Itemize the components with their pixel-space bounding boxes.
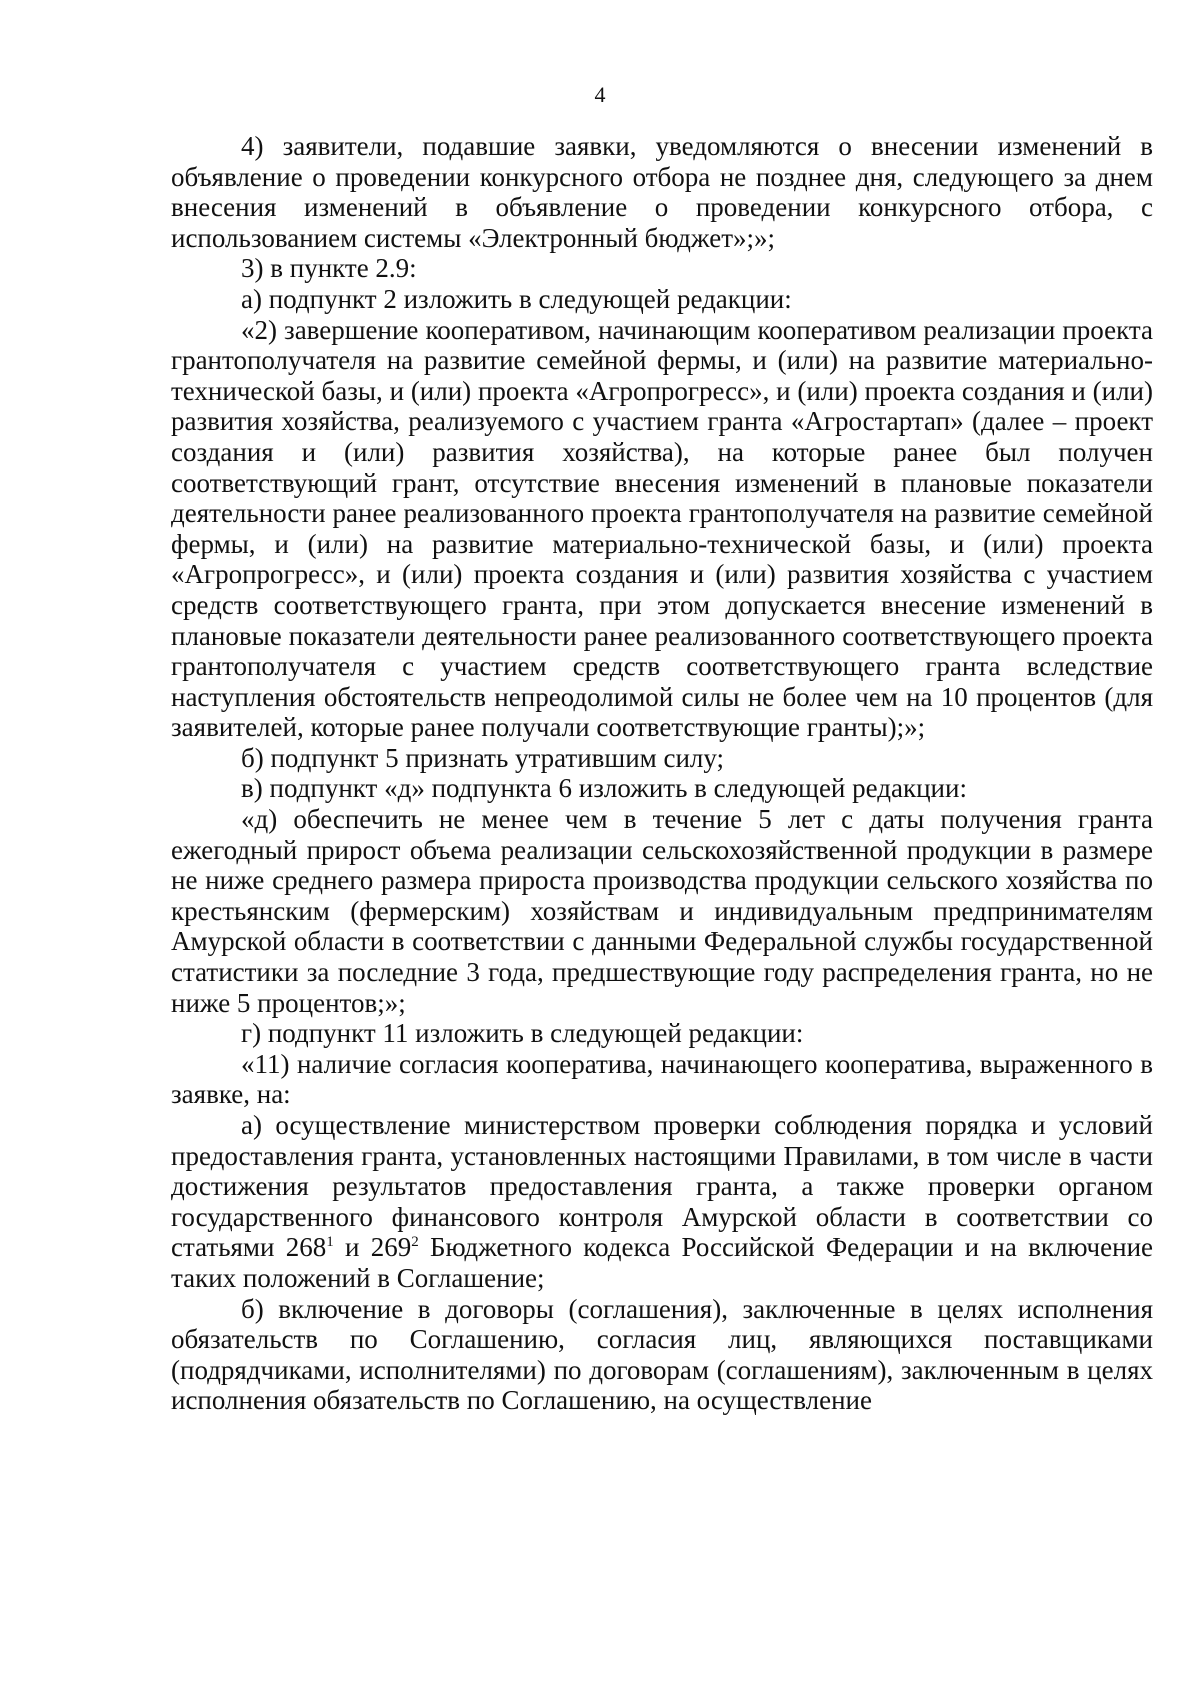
item-a-text-part-3: Бюджетного кодекса Российской Федерации и на включение таких положений в Соглашение; bbox=[171, 1232, 1154, 1293]
paragraph-subclause-5-repeal: б) подпункт 5 признать утратившим силу; bbox=[241, 742, 725, 773]
paragraph-clause-2-9-heading: 3) в пункте 2.9: bbox=[241, 253, 417, 284]
paragraph-item-a-verification bbox=[171, 1110, 1153, 1294]
page-number: 4 bbox=[594, 82, 606, 107]
paragraph-item-b-contracts: б) включение в договоры (соглашения), заключенные в целях исполнения обязательств по Соглашению, согласия лиц, являющихся поставщиками (подрядчиками, исполнителями) по договорам (соглашениям), заключенным в целях исполнения обязательств по Соглашению, на осуществление bbox=[171, 1293, 1153, 1416]
item-a-text-part-2: и 269 bbox=[333, 1232, 412, 1263]
article-superscript-2: 2 bbox=[411, 1234, 419, 1251]
paragraph-applicants-notification: 4) заявители, подавшие заявки, уведомляются о внесении изменений в объявление о проведении конкурсного отбора не позднее дня, следующего за днем внесения изменений в объявление о проведении конкурсного отбора, с использованием системы «Электронный бюджет»;»; bbox=[171, 131, 1153, 253]
document-body bbox=[171, 131, 1153, 1416]
paragraph-subclause-11-instruction: г) подпункт 11 изложить в следующей редакции: bbox=[241, 1018, 804, 1049]
paragraph-subclause-11-text: «11) наличие согласия кооператива, начинающего кооператива, выраженного в заявке, на: bbox=[171, 1048, 1153, 1110]
item-a-text-part-1: а) осуществление министерством проверки соблюдения порядка и условий предоставления гранта, установленных настоящими Правилами, в том числе в части достижения результатов предоставления гранта, а также проверки органом государственного финансового контроля Амурской области в соответствии со статьями 268 bbox=[171, 1110, 1153, 1263]
paragraph-subclause-d-instruction: в) подпункт «д» подпункта 6 изложить в следующей редакции: bbox=[241, 773, 967, 804]
article-superscript-1: 1 bbox=[326, 1234, 334, 1251]
paragraph-subclause-2-text: «2) завершение кооперативом, начинающим кооперативом реализации проекта грантополучателя на развитие семейной фермы, и (или) на развитие материально-технической базы, и (или) проекта «Агропрогресс», и (или) проекта создания и (или) развития хозяйства, реализуемого с участием гранта «Агростартап» (далее – проект создания и (или) развития хозяйства), на которые ранее был получен соответствующий грант, отсутствие внесения изменений в плановые показатели деятельности ранее реализованного проекта грантополучателя на развитие семейной фермы, и (или) на развитие материально-технической базы, и (или) проекта «Агропрогресс», и (или) проекта создания и (или) развития хозяйства с участием средств соответствующего гранта, при этом допускается внесение изменений в плановые показатели деятельности ранее реализованного соответствующего проекта грантополучателя с участием средств соответствующего гранта вследствие наступления обстоятельств непреодолимой силы не более чем на 10 процентов (для заявителей, которые ранее получали соответствующие гранты);»; bbox=[171, 314, 1153, 743]
paragraph-subclause-d-text: «д) обеспечить не менее чем в течение 5 лет с даты получения гранта ежегодный прирост объема реализации сельскохозяйственной продукции в размере не ниже среднего размера прироста производства продукции сельского хозяйства по крестьянским (фермерским) хозяйствам и индивидуальным предпринимателям Амурской области в соответствии с данными Федеральной службы государственной статистики за последние 3 года, предшествующие году распределения гранта, но не ниже 5 процентов;»; bbox=[171, 804, 1153, 1018]
paragraph-subclause-2-instruction: а) подпункт 2 изложить в следующей редакции: bbox=[241, 283, 792, 314]
